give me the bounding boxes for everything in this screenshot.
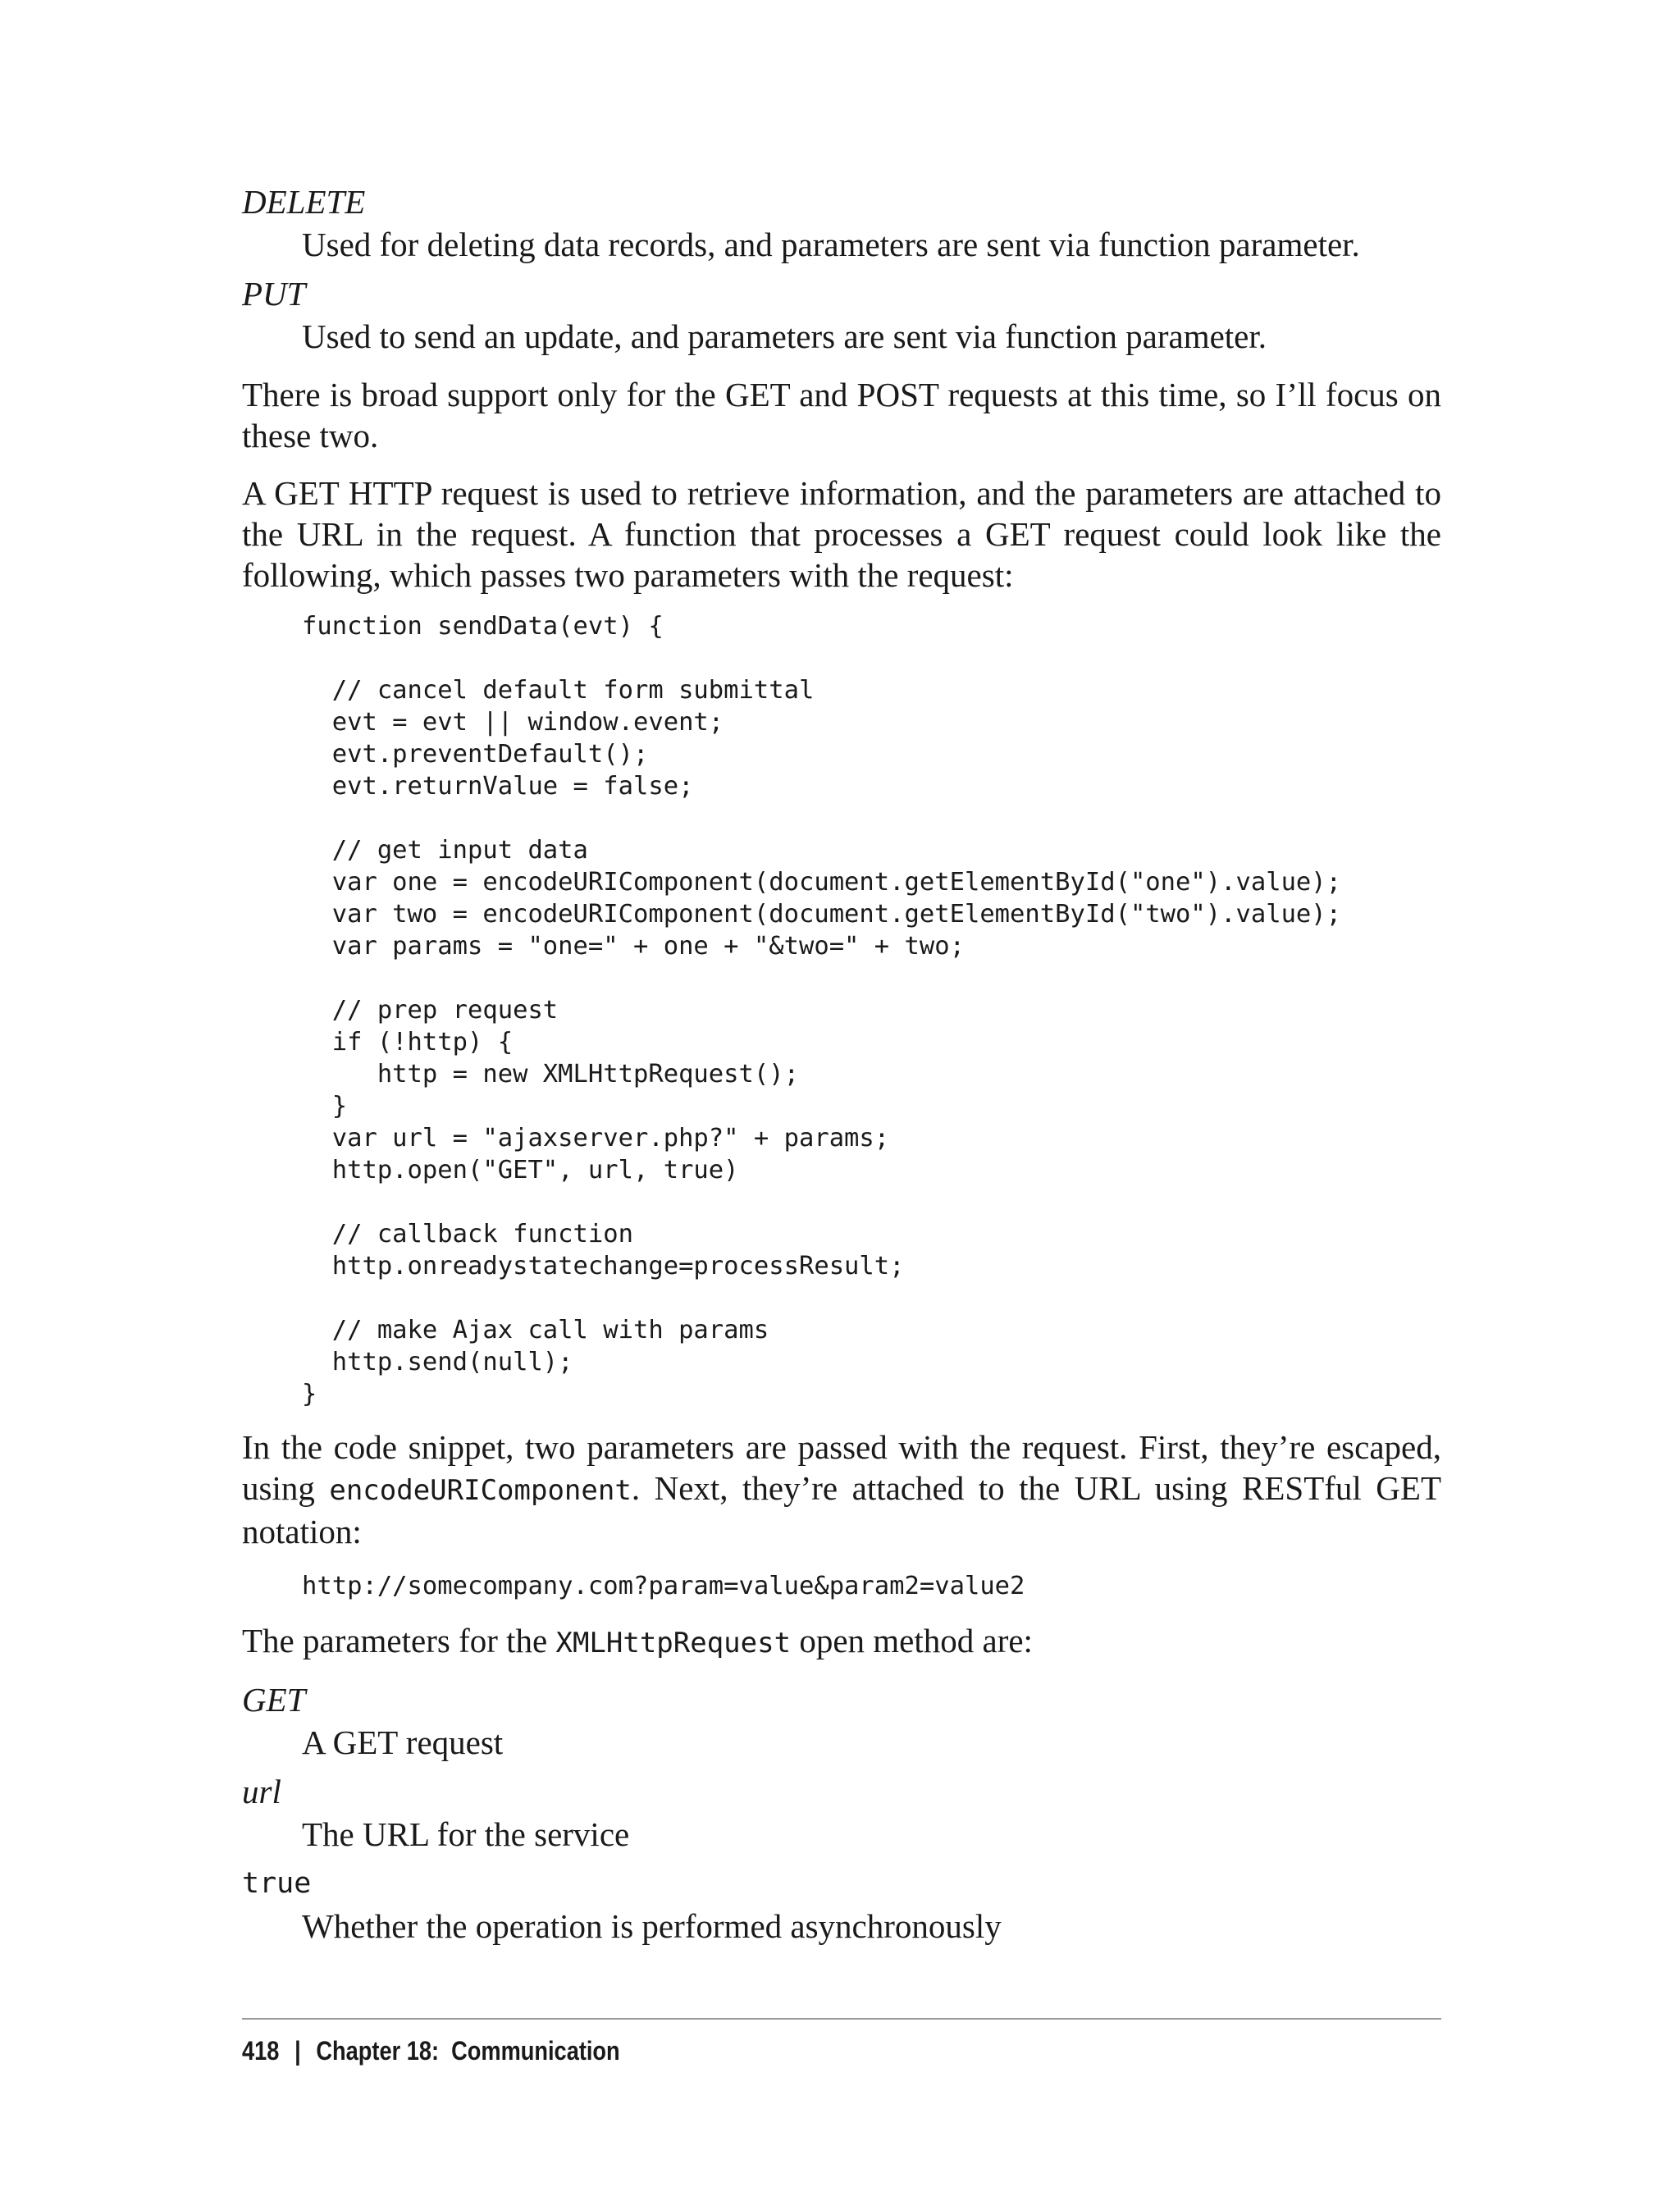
page-content — [242, 180, 1441, 1947]
paragraph-get-intro: A GET HTTP request is used to retrieve information, and the parameters are attached to the URL in the request. A function that processes a GET request could look like the following, which passes two parameters with the request: — [242, 474, 1441, 594]
inline-code-encodeuricomponent: encodeURIComponent — [329, 1474, 632, 1507]
definition-term-url: url — [242, 1773, 281, 1810]
paragraph-code-snippet-text1: In the code snippet, two parameters are passed with the request. First, they’re escaped, using — [242, 1428, 1441, 1507]
definition-term-true: true — [242, 1867, 312, 1900]
page-footer — [242, 2034, 620, 2067]
paragraph-open-method-text1: The parameters for the — [242, 1622, 556, 1659]
page-number: 418 — [242, 2036, 280, 2066]
code-block-send-data: function sendData(evt) { // cancel default form submittal evt = evt || window.event; evt.preventDefault(); evt.returnValue = false; // get input data var one = encodeURIComponent(document.getElementById("one").value); var two = encodeURIComponent(document.getElementById("two").value); var params = "one=" + one + "&two=" + two; // prep request if (!http) { http = new XMLHttpRequest(); } var url = "ajaxserver.php?" + params; http.open("GET", url, true) // callback function http.onreadystatechange=processResult; // make Ajax call with params http.send(null); } — [302, 612, 1342, 1408]
definition-text-delete: Used for deleting data records, and parameters are sent via function parameter. — [302, 226, 1360, 263]
inline-code-xmlhttprequest: XMLHttpRequest — [555, 1627, 792, 1659]
paragraph-code-snippet-text2: . Next, they’re attached to the URL using RESTful GET notation: — [242, 1469, 1441, 1550]
code-url-example: http://somecompany.com?param=value&param2=value2 — [302, 1572, 1025, 1600]
definition-text-put: Used to send an update, and parameters are sent via function parameter. — [302, 317, 1267, 355]
definition-term-put: PUT — [242, 275, 306, 313]
paragraph-open-method — [242, 1620, 1441, 1664]
paragraph-broad-support: There is broad support only for the GET and POST requests at this time, so I’ll focus on these two. — [242, 376, 1441, 454]
paragraph-open-method-text2: open method are: — [791, 1622, 1033, 1659]
definition-text-true: Whether the operation is performed asynchronously — [302, 1907, 1002, 1945]
definition-text-url: The URL for the service — [302, 1815, 630, 1853]
footer-divider — [242, 2018, 1441, 2020]
paragraph-code-snippet — [242, 1427, 1441, 1552]
footer-separator: | — [294, 2036, 301, 2066]
chapter-title: Chapter 18: Communication — [316, 2036, 620, 2066]
definition-term-delete: DELETE — [242, 183, 366, 221]
definition-text-get: A GET request — [302, 1723, 504, 1761]
definition-term-get: GET — [242, 1681, 306, 1719]
